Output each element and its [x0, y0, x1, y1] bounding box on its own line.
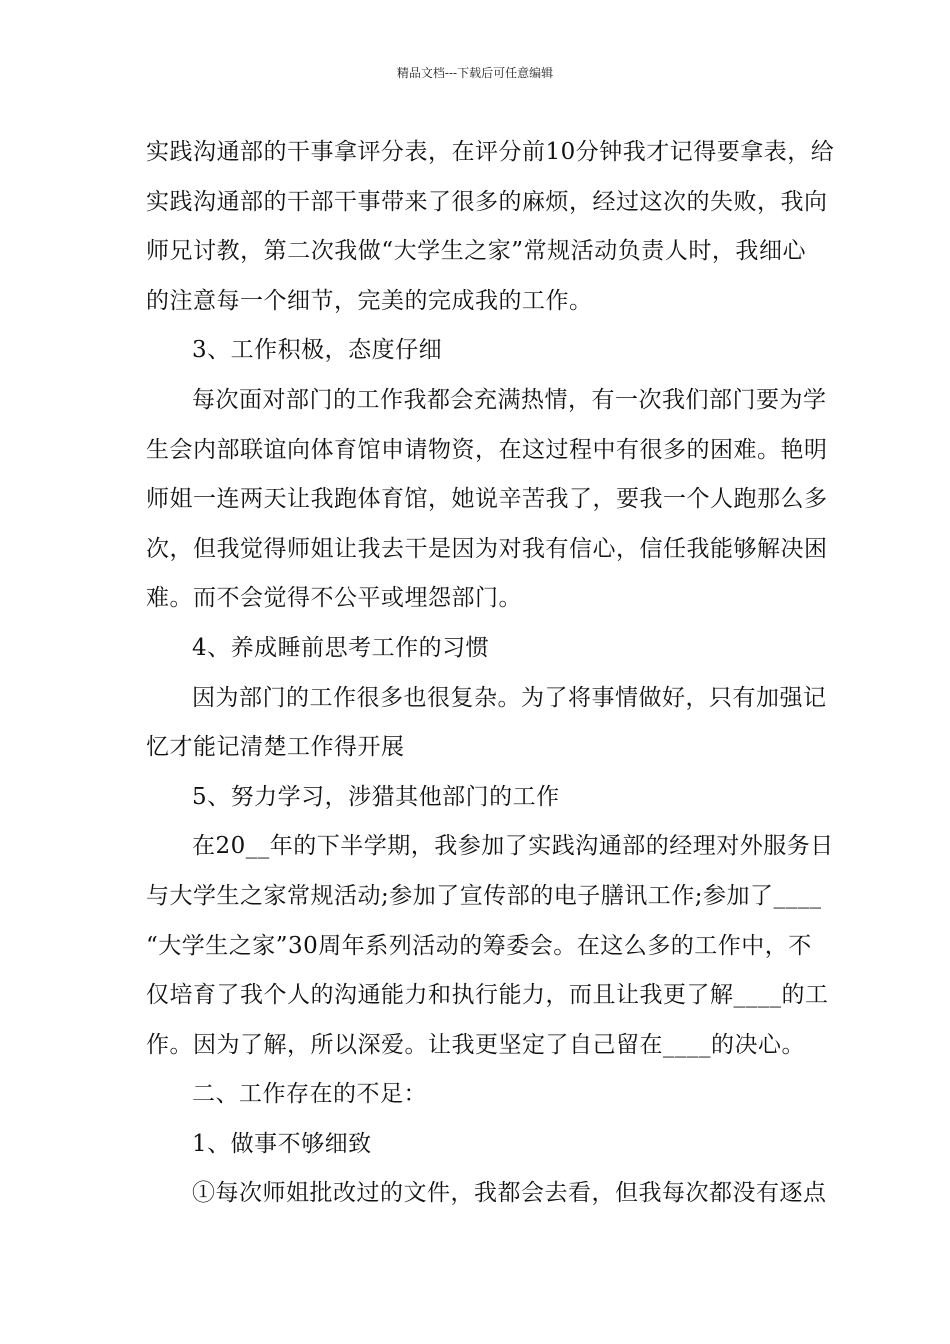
text-line: 生会内部联谊向体育馆申请物资，在这过程中有很多的困难。艳明 [146, 436, 828, 463]
text-line: 二、工作存在的不足： [192, 1081, 427, 1108]
text-line: 忆才能记清楚工作得开展 [146, 734, 405, 761]
text-line: 的注意每一个细节，完美的完成我的工作。 [146, 287, 593, 314]
text-line: 师兄讨教，第二次我做“大学生之家”常规活动负责人时，我细心 [146, 238, 806, 265]
document-body [146, 128, 835, 1219]
text-line: 与大学生之家常规活动;参加了宣传部的电子膳讯工作;参加了____ [146, 882, 822, 909]
text-line: 仅培育了我个人的沟通能力和执行能力，而且让我更了解____的工 [146, 982, 829, 1009]
text-line: 1、做事不够细致 [192, 1130, 372, 1157]
text-line: 在20__年的下半学期，我参加了实践沟通部的经理对外服务日 [192, 833, 834, 860]
text-line: 实践沟通部的干事拿评分表，在评分前10分钟我才记得要拿表，给 [146, 139, 835, 165]
text-line: 4、养成睡前思考工作的习惯 [192, 634, 490, 661]
text-line: 实践沟通部的干部干事带来了很多的麻烦，经过这次的失败，我向 [146, 188, 828, 215]
page-header: 精品文档---下载后可任意编辑 [396, 66, 554, 80]
text-line: 作。因为了解，所以深爱。让我更坚定了自己留在____的决心。 [146, 1031, 805, 1058]
text-line: ①每次师姐批改过的文件，我都会去看，但我每次都没有逐点 [192, 1180, 827, 1207]
text-line: 师姐一连两天让我跑体育馆，她说辛苦我了，要我一个人跑那么多 [146, 486, 828, 513]
text-line: 难。而不会觉得不公平或埋怨部门。 [146, 585, 522, 612]
text-line: “大学生之家”30周年系列活动的筹委会。在这么多的工作中，不 [146, 932, 812, 959]
text-line: 5、努力学习，涉猎其他部门的工作 [192, 783, 560, 810]
text-line: 每次面对部门的工作我都会充满热情，有一次我们部门要为学 [192, 386, 827, 413]
text-line: 因为部门的工作很多也很复杂。为了将事情做好，只有加强记 [192, 684, 827, 711]
text-line: 3、工作积极，态度仔细 [192, 337, 443, 364]
text-line: 次，但我觉得师姐让我去干是因为对我有信心，信任我能够解决困 [146, 535, 828, 562]
